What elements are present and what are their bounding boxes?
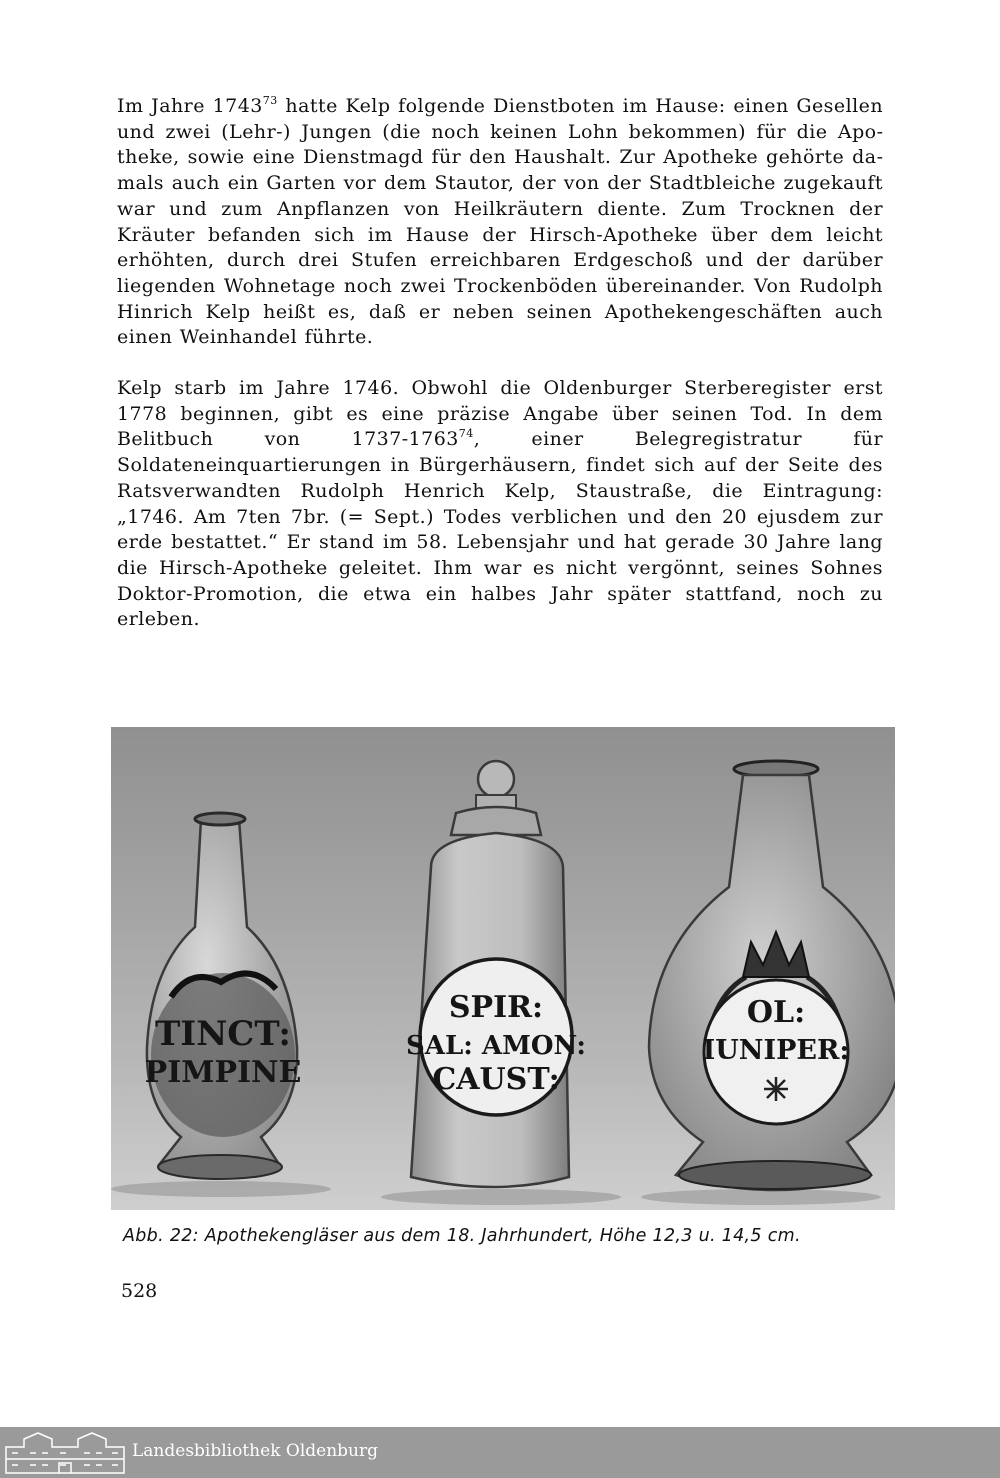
middle-label-line-3: CAUST: (432, 1062, 560, 1097)
page-number: 528 (121, 1280, 158, 1302)
figure-caption: Abb. 22: Apothekengläser aus dem 18. Jahrhundert, Höhe 12,3 u. 14,5 cm. (123, 1226, 801, 1246)
right-jar (649, 761, 895, 1190)
paragraph-1: Im Jahre 1743$^{73}$ hatte Kelp folgende Dienstboten im Hause: einen Gesellen und zwei (Lehr-) Jungen (die noch keinen Lohn bekommen) für die Apotheke, sowie eine Dienstmagd für den Haushalt. Zur Apotheke gehörte damals auch ein Garten vor dem Stautor, der von der Stadtbleiche zugekauft war und zum Anpflanzen von Heilkräutern diente. Zum Trocknen der Kräuter befanden sich im Hause der Hirsch-Apotheke über dem leicht erhöhten, durch drei Stufen erreichbaren Erdgeschoß und der darüber liegenden Wohnetage noch zwei Trockenböden übereinander. Von Rudolph Hinrich Kelp heißt es, daß er neben seinen Apothekengeschäften auch einen Weinhandel führte. (117, 94, 884, 349)
library-building-icon (4, 1429, 126, 1475)
figure-photo (111, 727, 895, 1210)
apothecary-jars-illustration (111, 727, 895, 1210)
left-jar (145, 813, 302, 1179)
footnote-ref: 74 (458, 427, 474, 441)
middle-label-line-2: SAL: AMON: (406, 1031, 586, 1061)
left-label-line-2: PIMPINE (144, 1055, 302, 1090)
paragraph-2: Kelp starb im Jahre 1746. Obwohl die Oldenburger Sterberegister erst 1778 beginnen, gibt es eine präzise Angabe über seinen Tod. In dem Belitbuch von 1737-1763$^{74}$, einer Belegregistratur für Soldateneinquartierungen in Bürgerhäusern, findet sich auf der Seite des Ratsverwandten Rudolph Henrich Kelp, Staustraße, die Eintragung: „1746. Am 7ten 7br. (= Sept.) Todes verblichen und den 20 ejusdem zur erde bestattet.“ Er stand im 58. Lebensjahr und hat gerade 30 Jahre lang die Hirsch-Apotheke geleitet. Ihm war es nicht vergönnt, seines Sohnes Doktor-Promotion, die etwa ein halbes Jahr später stattfand, noch zu erleben. (117, 377, 883, 631)
footer-bar (0, 1427, 1000, 1478)
middle-label-line-1: SPIR: (448, 990, 544, 1025)
star-ornament-icon (764, 1077, 788, 1101)
footnote-ref: 73 (262, 94, 278, 107)
right-label-line-1: OL: (746, 995, 806, 1030)
right-label-line-2: IUNIPER: (702, 1035, 850, 1066)
left-label-line-1: TINCT: (155, 1014, 291, 1054)
middle-jar (406, 761, 586, 1187)
library-name: Landesbibliothek Oldenburg (132, 1441, 379, 1461)
